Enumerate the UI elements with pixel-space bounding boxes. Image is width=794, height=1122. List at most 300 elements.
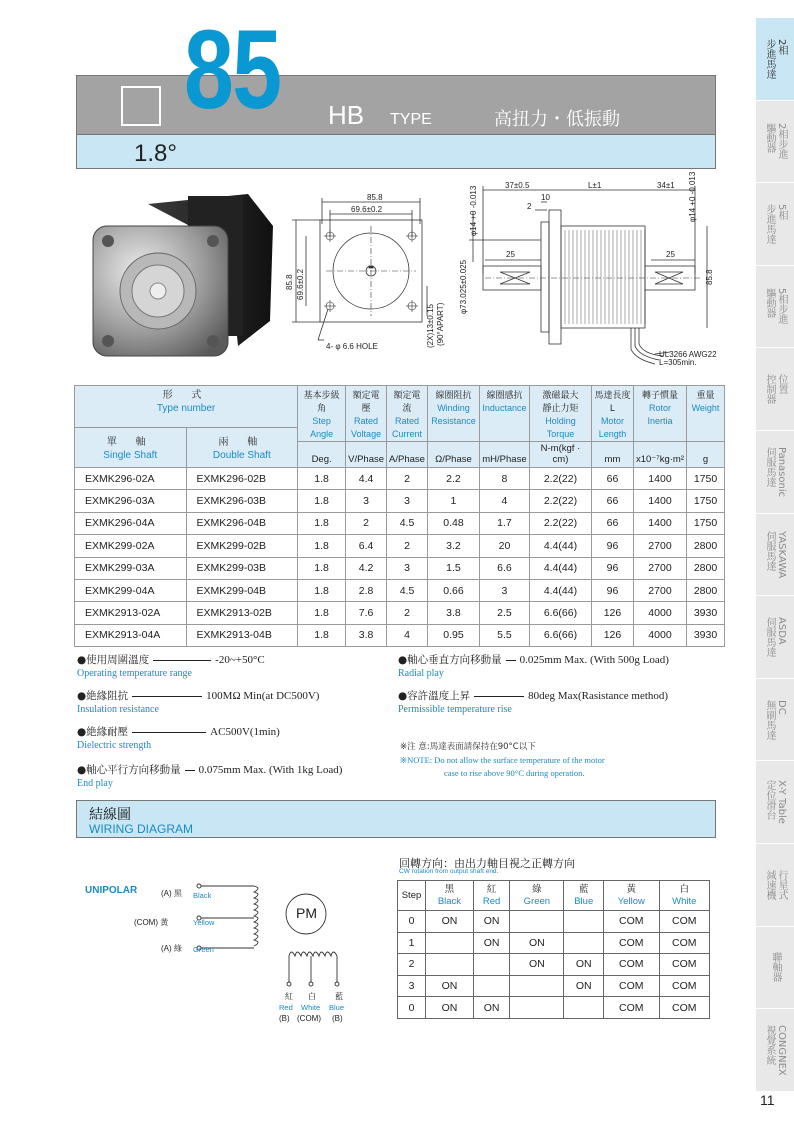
type-label: TYPE: [390, 111, 432, 128]
pm-label: PM: [296, 905, 317, 921]
spec-cell: 1.8: [298, 535, 346, 557]
col-en2: Inertia: [647, 416, 673, 426]
spec-cell: 4.4(44): [529, 557, 591, 579]
spec-cell: 2700: [633, 557, 686, 579]
phase-state-cell: ON: [426, 911, 474, 933]
lead-com-color: Yellow: [193, 918, 215, 927]
wiring-title-zh: 結線圖: [89, 807, 131, 823]
note-label: ●絶緣阻抗: [77, 690, 129, 702]
side-tab-label: 2相步進 驅動器: [764, 123, 787, 160]
phase-state-cell: ON: [473, 932, 509, 954]
col-header-inertia: [633, 386, 686, 442]
series-label: HB: [328, 100, 365, 130]
model-cell: EXMK2913-02A: [75, 602, 187, 624]
side-tab-label: 位置 控制器: [764, 374, 787, 405]
col-zh: 額定電壓: [352, 390, 380, 413]
spec-cell: 4: [387, 624, 428, 646]
phase-state-cell: [510, 997, 564, 1019]
single-shaft-en: Single Shaft: [103, 450, 158, 461]
step-angle-heading: 1.8°: [134, 140, 177, 167]
category-side-tabs: [756, 18, 794, 1092]
unit-cell: g: [687, 442, 725, 468]
phase-state-cell: COM: [659, 911, 709, 933]
spec-cell: 7.6: [346, 602, 387, 624]
phase-state-cell: COM: [659, 975, 709, 997]
col-header-length: [591, 386, 633, 442]
phase-state-cell: [564, 932, 604, 954]
col-en: Inductance: [482, 403, 527, 413]
spec-cell: 4.5: [387, 512, 428, 534]
phase-state-cell: ON: [426, 997, 474, 1019]
dim-front-shaft-length: 37±0.5: [505, 181, 530, 190]
unit-cell: N-m(kgf · cm): [529, 442, 591, 468]
spec-cell: 4.4(44): [529, 535, 591, 557]
note-value: AC500V(1min): [210, 726, 280, 738]
cable-spec: UL3266 AWG22: [659, 350, 717, 359]
square-frame-icon: [121, 86, 161, 126]
lead-white-en: White: [301, 1003, 321, 1012]
spec-cell: 3: [387, 557, 428, 579]
color-en: Yellow: [617, 895, 645, 907]
spec-cell: 2: [387, 535, 428, 557]
spec-cell: 2.2(22): [529, 468, 591, 490]
leader-line: [506, 660, 516, 661]
col-en: Weight: [691, 403, 720, 413]
spec-cell: 3930: [687, 624, 725, 646]
color-header: [510, 881, 564, 911]
step-row: [398, 932, 710, 954]
color-header: [473, 881, 509, 911]
dim-hole-pitch-vertical: 69.6±0.2: [296, 268, 305, 300]
leader-line: [153, 660, 211, 661]
spec-cell: 96: [591, 557, 633, 579]
side-tab-label: CONGNEX 視覺系統: [764, 1024, 787, 1076]
col-zh: 額定電流: [393, 390, 421, 413]
phase-state-cell: [510, 911, 564, 933]
spec-cell: 4: [479, 490, 529, 512]
lead-a-color: Black: [193, 891, 212, 900]
spec-cell: 2: [346, 512, 387, 534]
leader-line: [474, 696, 524, 697]
spec-cell: 6.6: [479, 557, 529, 579]
color-en: White: [672, 895, 697, 907]
note-label: ●軸心平行方向移動量: [77, 764, 181, 776]
col-zh: 線圈感抗: [486, 390, 523, 400]
type-number-zh: 形 式: [162, 390, 210, 401]
lead-red-zh: 紅: [285, 992, 293, 1001]
side-tab-label: ASDA 伺服馬達: [764, 616, 787, 657]
lead-white-zh: 白: [308, 992, 316, 1001]
side-tab-label: X-Y Table 定位滑台: [764, 780, 787, 825]
color-zh: 綠: [532, 883, 542, 895]
spec-cell: 2800: [687, 557, 725, 579]
model-cell: EXMK299-02A: [75, 535, 187, 557]
spec-row: [75, 602, 725, 624]
color-zh: 白: [679, 883, 690, 895]
phase-state-cell: ON: [473, 997, 509, 1019]
note-temperature-rise: [398, 688, 668, 715]
phase-state-cell: ON: [564, 975, 604, 997]
color-zh: 黑: [444, 883, 455, 895]
lead-abar-label: (A) 綠: [161, 944, 182, 953]
frame-size-number: 85: [184, 7, 281, 132]
caution-note: [400, 741, 605, 780]
slot-apart-note: (90°APART): [436, 302, 445, 346]
phase-state-cell: COM: [604, 954, 660, 976]
model-cell: EXMK299-04A: [75, 579, 187, 601]
note-en: Insulation resistance: [77, 704, 159, 715]
spec-cell: 2800: [687, 535, 725, 557]
side-tab[interactable]: [756, 679, 794, 762]
col-en: Holding Torque: [545, 416, 576, 439]
dim-outer-height: 85.8: [285, 274, 294, 290]
side-tab-label: DC 無刷馬達: [764, 699, 787, 740]
excitation-sequence-body: [398, 911, 710, 1019]
dim-body-length: L±1: [588, 181, 602, 190]
step-number-cell: 1: [398, 932, 426, 954]
note-label: ●使用周圍溫度: [77, 654, 150, 666]
spec-cell: 3: [387, 490, 428, 512]
model-cell: EXMK296-02A: [75, 468, 187, 490]
spec-cell: 2.2: [427, 468, 479, 490]
model-cell: EXMK299-04B: [186, 579, 298, 601]
spec-cell: 2.8: [346, 579, 387, 601]
side-tab[interactable]: [756, 927, 794, 1010]
spec-cell: 2: [387, 602, 428, 624]
phase-state-cell: ON: [426, 975, 474, 997]
spec-cell: 2700: [633, 579, 686, 601]
spec-cell: 6.4: [346, 535, 387, 557]
spec-cell: 8: [479, 468, 529, 490]
col-zh: 激磁最大 靜止力矩: [542, 390, 579, 413]
unit-cell: mm: [591, 442, 633, 468]
unit-cell: A/Phase: [387, 442, 428, 468]
note-label: ●軸心垂直方向移動量: [398, 654, 502, 666]
phase-state-cell: [473, 954, 509, 976]
double-shaft-header: [186, 428, 298, 468]
col-zh: 轉子慣量: [641, 390, 678, 400]
spec-row: [75, 624, 725, 646]
type-number-header: [75, 386, 298, 428]
phase-state-cell: ON: [510, 932, 564, 954]
spec-cell: 2.2(22): [529, 512, 591, 534]
col-header-holding-torque: [529, 386, 591, 442]
dim-flange-2: 2: [527, 202, 532, 211]
phase-state-cell: [510, 975, 564, 997]
phase-state-cell: ON: [473, 911, 509, 933]
phase-state-cell: COM: [604, 997, 660, 1019]
step-header: Step: [398, 881, 426, 911]
spec-cell: 1400: [633, 490, 686, 512]
color-header: [604, 881, 660, 911]
side-tab-label: 2相 步進馬達: [764, 38, 787, 79]
dim-rear-shaft-length: 34±1: [657, 181, 675, 190]
dim-rear-shaft-dia: φ14 +0 -0.013: [688, 171, 697, 222]
spec-cell: 3930: [687, 602, 725, 624]
phase-state-cell: ON: [564, 954, 604, 976]
phase-state-cell: [564, 911, 604, 933]
spec-cell: 1400: [633, 512, 686, 534]
lead-com2-label: (COM): [297, 1014, 321, 1023]
step-number-cell: 0: [398, 997, 426, 1019]
spec-table: [74, 385, 725, 647]
rotation-title: 回轉方向：由出力軸目視之正轉方向: [399, 857, 575, 870]
phase-state-cell: ON: [510, 954, 564, 976]
model-cell: EXMK299-02B: [186, 535, 298, 557]
model-cell: EXMK2913-02B: [186, 602, 298, 624]
note-insulation-resistance: [77, 688, 319, 715]
col-header-step-angle: [298, 386, 346, 442]
spec-cell: 20: [479, 535, 529, 557]
spec-row: [75, 579, 725, 601]
col-header-inductance: [479, 386, 529, 442]
color-en: Green: [523, 895, 551, 907]
dim-front-key: 25: [506, 250, 515, 259]
model-cell: EXMK296-04B: [186, 512, 298, 534]
step-number-cell: 2: [398, 954, 426, 976]
step-row: [398, 954, 710, 976]
lead-blue-en: Blue: [329, 1003, 345, 1012]
spec-cell: 1.8: [298, 490, 346, 512]
spec-cell: 96: [591, 535, 633, 557]
side-tab[interactable]: [756, 844, 794, 927]
rotation-subtitle: CW rotation from output shaft end.: [399, 868, 499, 875]
color-zh: 藍: [578, 883, 589, 895]
spec-cell: 0.66: [427, 579, 479, 601]
note-en: Operating temperature range: [77, 668, 192, 679]
note-dielectric-strength: [77, 724, 280, 751]
spec-cell: 5.5: [479, 624, 529, 646]
side-tab-label: Panasonic 伺服馬達: [764, 446, 787, 497]
spec-cell: 1750: [687, 512, 725, 534]
note-value: -20~+50°C: [215, 654, 265, 666]
lead-com-label: (COM) 黃: [134, 918, 169, 927]
spec-cell: 126: [591, 624, 633, 646]
side-tab[interactable]: [756, 348, 794, 431]
note-value: 100MΩ Min(at DC500V): [206, 690, 320, 702]
spec-cell: 1400: [633, 468, 686, 490]
spec-cell: 3: [346, 490, 387, 512]
col-en2: Voltage: [351, 429, 382, 439]
spec-cell: 4.4(44): [529, 579, 591, 601]
spec-cell: 2700: [633, 535, 686, 557]
col-header-current: [387, 386, 428, 442]
dim-flange-10: 10: [541, 193, 550, 202]
spec-cell: 1.8: [298, 512, 346, 534]
side-tab[interactable]: [756, 18, 794, 101]
spec-cell: 4000: [633, 602, 686, 624]
page-number: 11: [760, 1092, 775, 1108]
leader-line: [185, 770, 195, 771]
model-cell: EXMK2913-04A: [75, 624, 187, 646]
col-en: Rotor: [648, 403, 671, 413]
side-tab-label: 聯軸器: [770, 952, 781, 983]
model-cell: EXMK296-03A: [75, 490, 187, 512]
double-shaft-en: Double Shaft: [212, 450, 271, 461]
spec-cell: 0.48: [427, 512, 479, 534]
dim-outer-width: 85.8: [367, 193, 383, 202]
step-number-cell: 3: [398, 975, 426, 997]
phase-state-cell: COM: [604, 911, 660, 933]
spec-cell: 2.5: [479, 602, 529, 624]
hole-label: 4- φ 6.6 HOLE: [326, 342, 378, 351]
spec-cell: 2.2(22): [529, 490, 591, 512]
spec-cell: 3.8: [346, 624, 387, 646]
model-cell: EXMK299-03B: [186, 557, 298, 579]
note-end-play: [77, 762, 342, 789]
spec-cell: 3.2: [427, 535, 479, 557]
spec-cell: 66: [591, 512, 633, 534]
side-tab-label: 5相 步進馬達: [764, 203, 787, 244]
color-en: Black: [437, 895, 462, 907]
lead-a-label: (A) 黑: [161, 889, 182, 898]
side-tab[interactable]: [756, 1009, 794, 1092]
phase-state-cell: [426, 932, 474, 954]
spec-cell: 6.6(66): [529, 602, 591, 624]
dim-side-height: 85.8: [705, 269, 714, 285]
note-operating-temp: [77, 652, 265, 679]
color-zh: 黃: [626, 883, 637, 895]
col-zh: 基本步級角: [303, 390, 340, 413]
color-en: Red: [482, 895, 501, 907]
spec-cell: 1750: [687, 468, 725, 490]
unit-cell: Deg.: [298, 442, 346, 468]
phase-state-cell: [473, 975, 509, 997]
model-cell: EXMK299-03A: [75, 557, 187, 579]
lead-red-en: Red: [279, 1003, 293, 1012]
step-row: [398, 975, 710, 997]
spec-cell: 3.8: [427, 602, 479, 624]
spec-cell: 1.8: [298, 624, 346, 646]
model-cell: EXMK296-03B: [186, 490, 298, 512]
side-tab[interactable]: [756, 431, 794, 514]
step-row: [398, 911, 710, 933]
note-en: Dielectric strength: [77, 740, 152, 751]
lead-b-label: (B): [279, 1014, 290, 1023]
caution-en-line2: case to rise above 90°C during operation.: [444, 768, 585, 778]
note-label: ●容許溫度上昇: [398, 690, 471, 702]
col-en: Step Angle: [310, 416, 334, 439]
leader-line: [132, 732, 206, 733]
side-tab[interactable]: [756, 596, 794, 679]
spec-row: [75, 557, 725, 579]
spec-cell: 1750: [687, 490, 725, 512]
spec-cell: 1.8: [298, 468, 346, 490]
single-shaft-zh: 單 軸: [106, 437, 154, 448]
lead-blue-zh: 藍: [335, 992, 343, 1001]
single-shaft-header: [75, 428, 187, 468]
model-cell: EXMK296-04A: [75, 512, 187, 534]
spec-cell: 2: [387, 468, 428, 490]
dim-front-shaft-dia: φ14 +0 -0.013: [469, 185, 478, 236]
dim-rear-key: 25: [666, 250, 675, 259]
phase-state-cell: COM: [604, 975, 660, 997]
lead-bbar-label: (B): [332, 1014, 343, 1023]
phase-state-cell: [564, 997, 604, 1019]
spec-cell: 1.8: [298, 557, 346, 579]
spec-cell: 4000: [633, 624, 686, 646]
model-cell: EXMK2913-04B: [186, 624, 298, 646]
spec-table-body: [75, 468, 725, 647]
side-tab[interactable]: [756, 266, 794, 349]
spec-cell: 96: [591, 579, 633, 601]
unit-cell: V/Phase: [346, 442, 387, 468]
note-value: 80deg Max(Rasistance method): [528, 690, 669, 702]
color-en: Blue: [574, 895, 594, 907]
note-en: Radial play: [398, 668, 444, 679]
dim-pilot-dia: φ73.025±0.025: [459, 259, 468, 314]
step-row: [398, 997, 710, 1019]
note-value: 0.075mm Max. (With 1kg Load): [198, 764, 343, 776]
motor-photo: [88, 186, 278, 361]
unipolar-label: UNIPOLAR: [85, 885, 138, 896]
spec-cell: 4.2: [346, 557, 387, 579]
cable-length: L=305min.: [659, 358, 697, 367]
color-header: [659, 881, 709, 911]
color-header: [426, 881, 474, 911]
phase-state-cell: COM: [659, 997, 709, 1019]
dim-hole-pitch: 69.6±0.2: [351, 205, 383, 214]
step-number-cell: 0: [398, 911, 426, 933]
spec-cell: 1: [427, 490, 479, 512]
side-tab[interactable]: [756, 183, 794, 266]
side-tab[interactable]: [756, 761, 794, 844]
col-header-resistance: [427, 386, 479, 442]
lead-abar-color: Green: [193, 945, 214, 954]
spec-cell: 66: [591, 490, 633, 512]
note-radial-play: [398, 652, 669, 679]
model-cell: EXMK296-02B: [186, 468, 298, 490]
spec-cell: 1.5: [427, 557, 479, 579]
col-en: Motor: [600, 416, 624, 426]
note-en: Permissible temperature rise: [398, 704, 512, 715]
caution-zh: ※注 意:馬達表面請保持在90°C以下: [400, 742, 536, 752]
spec-cell: 1.8: [298, 602, 346, 624]
col-zh: 線圈阻抗: [435, 390, 472, 400]
phase-state-cell: [426, 954, 474, 976]
col-en: Rated: [394, 416, 419, 426]
col-en2: Resistance: [431, 416, 476, 426]
phase-state-cell: COM: [659, 932, 709, 954]
col-en2: Length: [598, 429, 627, 439]
side-tab-label: 行星式 減速機: [764, 869, 787, 900]
col-en: Rated: [354, 416, 379, 426]
spec-cell: 66: [591, 468, 633, 490]
note-label: ●絶緣耐壓: [77, 726, 129, 738]
col-en: Winding: [437, 403, 470, 413]
caution-en-line1: ※NOTE: Do not allow the surface temperature of the motor: [400, 755, 605, 765]
type-number-en: Type number: [156, 403, 216, 414]
spec-cell: 1.8: [298, 579, 346, 601]
note-en: End play: [77, 778, 113, 789]
color-header: [564, 881, 604, 911]
unit-cell: x10⁻⁷kg·m²: [633, 442, 686, 468]
color-zh: 紅: [486, 883, 497, 895]
spec-cell: 6.6(66): [529, 624, 591, 646]
step-header-row: [398, 881, 710, 911]
col-header-voltage: [346, 386, 387, 442]
side-tab[interactable]: [756, 514, 794, 597]
leader-line: [132, 696, 202, 697]
spec-cell: 4.4: [346, 468, 387, 490]
spec-cell: 1.7: [479, 512, 529, 534]
spec-row: [75, 468, 725, 490]
col-en2: Current: [391, 429, 422, 439]
col-zh: 重量: [696, 390, 715, 400]
note-value: 0.025mm Max. (With 500g Load): [519, 654, 669, 666]
side-tab[interactable]: [756, 101, 794, 184]
col-zh: 馬達長度L: [594, 390, 631, 413]
